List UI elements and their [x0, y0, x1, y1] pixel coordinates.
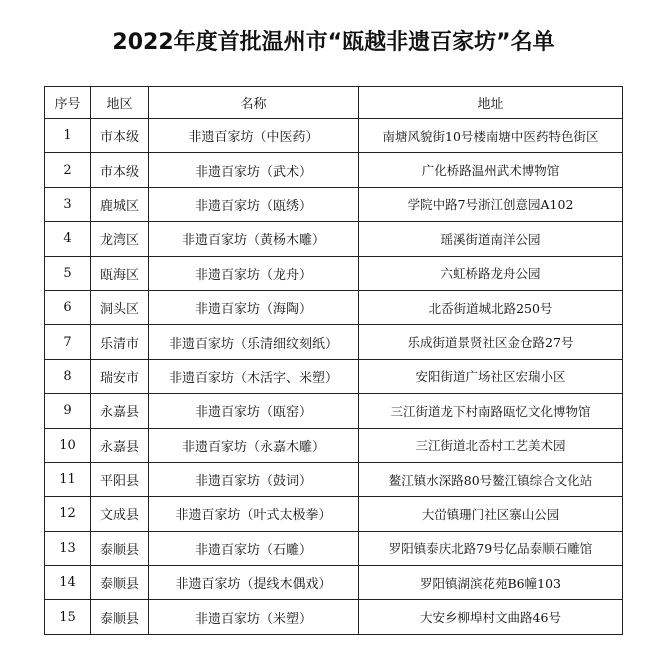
cell-index: 6 — [45, 290, 91, 324]
cell-name: 非遗百家坊（永嘉木雕） — [149, 428, 359, 462]
cell-address: 大安乡柳埠村文曲路46号 — [359, 600, 623, 634]
header-address: 地址 — [359, 87, 623, 119]
table-row — [45, 325, 623, 359]
table-row — [45, 256, 623, 290]
cell-district: 乐清市 — [91, 325, 149, 359]
cell-address: 南塘风貌街10号楼南塘中医药特色街区 — [359, 119, 623, 153]
table-row — [45, 119, 623, 153]
cell-district: 瓯海区 — [91, 256, 149, 290]
cell-index: 7 — [45, 325, 91, 359]
cell-index: 4 — [45, 222, 91, 256]
table-row — [45, 428, 623, 462]
cell-name: 非遗百家坊（龙舟） — [149, 256, 359, 290]
cell-name: 非遗百家坊（中医药） — [149, 119, 359, 153]
cell-name: 非遗百家坊（瓯绣） — [149, 187, 359, 221]
cell-index: 9 — [45, 394, 91, 428]
cell-index: 2 — [45, 153, 91, 187]
cell-address: 六虹桥路龙舟公园 — [359, 256, 623, 290]
cell-index: 10 — [45, 428, 91, 462]
cell-district: 泰顺县 — [91, 531, 149, 565]
cell-name: 非遗百家坊（黄杨木雕） — [149, 222, 359, 256]
cell-district: 永嘉县 — [91, 428, 149, 462]
header-district: 地区 — [91, 87, 149, 119]
cell-address: 鳌江镇水深路80号鳌江镇综合文化站 — [359, 462, 623, 496]
cell-district: 洞头区 — [91, 290, 149, 324]
cell-address: 大峃镇珊门社区寨山公园 — [359, 497, 623, 531]
table-row — [45, 359, 623, 393]
table-row — [45, 290, 623, 324]
table-row — [45, 187, 623, 221]
table-row — [45, 222, 623, 256]
cell-name: 非遗百家坊（武术） — [149, 153, 359, 187]
cell-district: 泰顺县 — [91, 600, 149, 634]
table-row — [45, 462, 623, 496]
cell-district: 文成县 — [91, 497, 149, 531]
cell-address: 乐成街道景贤社区金仓路27号 — [359, 325, 623, 359]
cell-address: 三江街道龙下村南路瓯忆文化博物馆 — [359, 394, 623, 428]
cell-name: 非遗百家坊（米塑） — [149, 600, 359, 634]
cell-address: 安阳街道广场社区宏瑞小区 — [359, 359, 623, 393]
cell-index: 13 — [45, 531, 91, 565]
cell-name: 非遗百家坊（木活字、米塑） — [149, 359, 359, 393]
cell-district: 瑞安市 — [91, 359, 149, 393]
cell-name: 非遗百家坊（鼓词） — [149, 462, 359, 496]
table-row — [45, 531, 623, 565]
table-row — [45, 394, 623, 428]
roster-table — [44, 86, 623, 635]
table-header-row — [45, 87, 623, 119]
cell-district: 龙湾区 — [91, 222, 149, 256]
cell-name: 非遗百家坊（叶式太极拳） — [149, 497, 359, 531]
document-title: 2022年度首批温州市“瓯越非遗百家坊”名单 — [112, 30, 555, 55]
cell-district: 平阳县 — [91, 462, 149, 496]
header-name: 名称 — [149, 87, 359, 119]
cell-address: 罗阳镇湖滨花苑B6幢103 — [359, 566, 623, 600]
cell-address: 北岙街道城北路250号 — [359, 290, 623, 324]
cell-address: 三江街道北岙村工艺美术园 — [359, 428, 623, 462]
cell-index: 1 — [45, 119, 91, 153]
cell-district: 泰顺县 — [91, 566, 149, 600]
cell-address: 学院中路7号浙江创意园A102 — [359, 187, 623, 221]
cell-district: 鹿城区 — [91, 187, 149, 221]
header-index: 序号 — [45, 87, 91, 119]
cell-index: 14 — [45, 566, 91, 600]
cell-index: 15 — [45, 600, 91, 634]
table-row — [45, 566, 623, 600]
cell-district: 市本级 — [91, 119, 149, 153]
cell-index: 11 — [45, 462, 91, 496]
cell-index: 8 — [45, 359, 91, 393]
table-row — [45, 153, 623, 187]
cell-index: 5 — [45, 256, 91, 290]
cell-district: 永嘉县 — [91, 394, 149, 428]
cell-name: 非遗百家坊（海陶） — [149, 290, 359, 324]
cell-address: 罗阳镇泰庆北路79号亿品泰顺石雕馆 — [359, 531, 623, 565]
cell-index: 12 — [45, 497, 91, 531]
cell-address: 广化桥路温州武术博物馆 — [359, 153, 623, 187]
cell-name: 非遗百家坊（瓯窑） — [149, 394, 359, 428]
table-row — [45, 600, 623, 634]
cell-name: 非遗百家坊（石雕） — [149, 531, 359, 565]
cell-index: 3 — [45, 187, 91, 221]
cell-name: 非遗百家坊（乐清细纹刻纸） — [149, 325, 359, 359]
cell-name: 非遗百家坊（提线木偶戏） — [149, 566, 359, 600]
table-row — [45, 497, 623, 531]
cell-district: 市本级 — [91, 153, 149, 187]
cell-address: 瑶溪街道南洋公园 — [359, 222, 623, 256]
